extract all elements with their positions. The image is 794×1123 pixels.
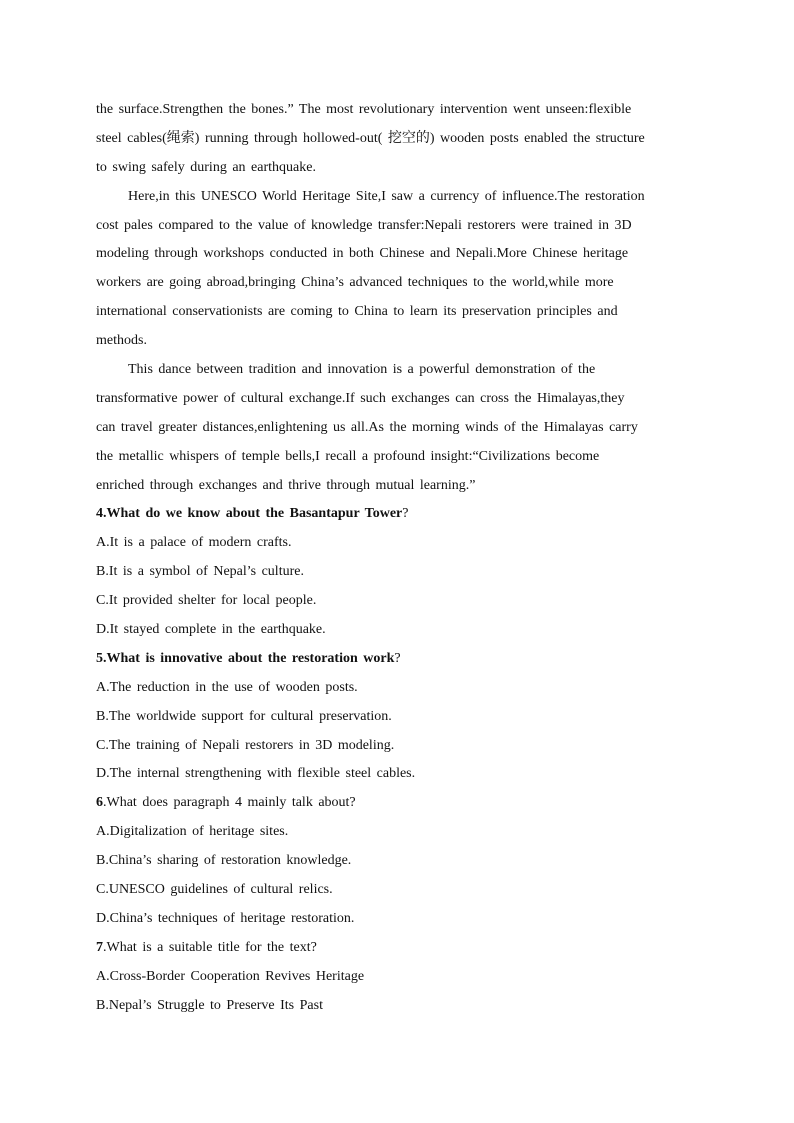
text-line: enriched through exchanges and thrive through mutual learning.” <box>96 477 476 493</box>
text-line: steel cables(绳索) running through hollowed-out( 挖空的) wooden posts enabled the structure <box>96 130 645 146</box>
question-text: .What is a suitable title for the text? <box>103 939 317 955</box>
text-line: the surface.Strengthen the bones.” The most revolutionary intervention went unseen:flexible <box>96 102 632 117</box>
paragraph-5 <box>96 356 696 500</box>
question-stem <box>96 789 696 818</box>
question-4 <box>96 500 696 644</box>
option-d: D.It stayed complete in the earthquake. <box>96 622 326 638</box>
option-b: B.The worldwide support for cultural preservation. <box>96 708 392 724</box>
option-b: B.Nepal’s Struggle to Preserve Its Past <box>96 997 323 1013</box>
option-c: C.It provided shelter for local people. <box>96 593 317 609</box>
option-b: B.It is a symbol of Nepal’s culture. <box>96 564 304 580</box>
option-d: D.The internal strengthening with flexible steel cables. <box>96 766 416 782</box>
text-line: cost pales compared to the value of knowledge transfer:Nepali restorers were trained in 3D <box>96 217 632 233</box>
option-d: D.China’s techniques of heritage restoration. <box>96 910 355 926</box>
question-7 <box>96 934 696 1021</box>
paragraph-4 <box>96 183 696 356</box>
question-number: 6 <box>96 795 103 811</box>
question-mark: ? <box>402 506 409 522</box>
text-line: can travel greater distances,enlightening us all.As the morning winds of the Himalayas carry <box>96 419 638 435</box>
text-line: transformative power of cultural exchange.If such exchanges can cross the Himalayas,they <box>96 390 625 406</box>
question-text: .What does paragraph 4 mainly talk about? <box>103 795 356 811</box>
question-number: 4 <box>96 506 103 522</box>
text-line: methods. <box>96 333 147 349</box>
option-a: A.Cross-Border Cooperation Revives Heritage <box>96 968 365 984</box>
text-line: workers are going abroad,bringing China’s advanced techniques to the world,while more <box>96 275 614 291</box>
question-text: .What is innovative about the restoration work <box>103 650 395 666</box>
text-line: international conservationists are coming to China to learn its preservation principles and <box>96 304 618 320</box>
text-line: This dance between tradition and innovation is a powerful demonstration of the <box>128 362 596 378</box>
question-6 <box>96 789 696 933</box>
text-line: the metallic whispers of temple bells,I recall a profound insight:“Civilizations become <box>96 448 600 464</box>
text-line: Here,in this UNESCO World Heritage Site,I saw a currency of influence.The restoration <box>128 188 645 204</box>
question-stem <box>96 934 696 963</box>
question-stem <box>96 645 696 674</box>
option-c: C.The training of Nepali restorers in 3D modeling. <box>96 737 395 753</box>
text-line: modeling through workshops conducted in both Chinese and Nepali.More Chinese heritage <box>96 246 629 262</box>
text-line: to swing safely during an earthquake. <box>96 159 316 175</box>
option-a: A.It is a palace of modern crafts. <box>96 535 292 551</box>
question-stem <box>96 500 696 529</box>
document-page <box>96 96 696 1021</box>
option-a: A.Digitalization of heritage sites. <box>96 824 289 840</box>
question-5 <box>96 645 696 789</box>
option-c: C.UNESCO guidelines of cultural relics. <box>96 882 333 898</box>
question-number: 5 <box>96 650 103 666</box>
question-number: 7 <box>96 939 103 955</box>
option-b: B.China’s sharing of restoration knowledge. <box>96 853 352 869</box>
option-a: A.The reduction in the use of wooden posts. <box>96 679 358 695</box>
paragraph-3-tail <box>96 96 696 183</box>
question-text: .What do we know about the Basantapur Tower <box>103 506 403 522</box>
question-mark: ? <box>394 650 401 666</box>
